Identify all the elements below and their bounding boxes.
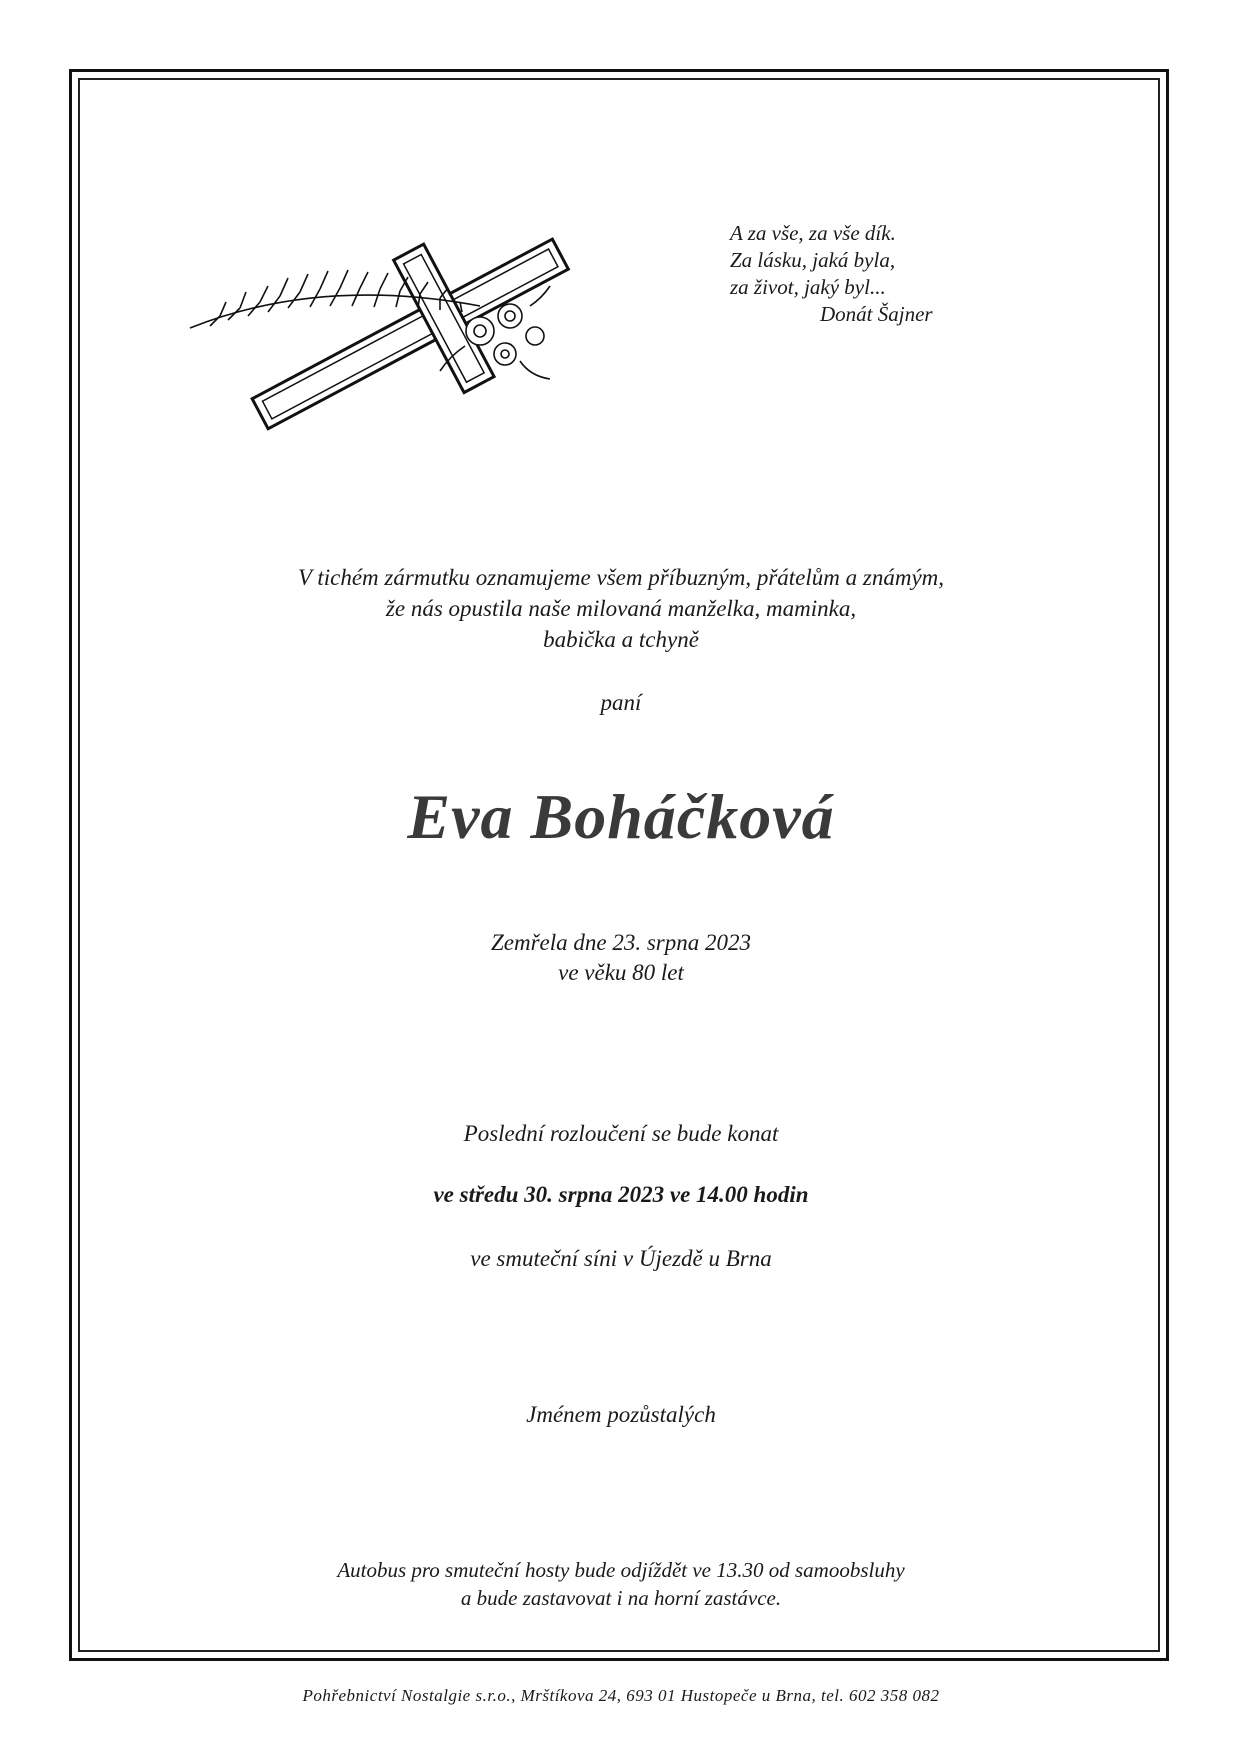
death-date: Zemřela dne 23. srpna 2023	[490, 930, 752, 955]
announcement-text	[90, 562, 1152, 655]
farewell-place: ve smuteční síni v Újezdě u Brna	[470, 1246, 772, 1271]
motto-quote	[730, 220, 1030, 328]
bus-line: a bude zastavovat i na horní zastávce.	[460, 1586, 782, 1610]
bus-line: Autobus pro smuteční hosty bude odjíždět ve 13.30 od samoobsluhy	[337, 1558, 905, 1582]
announcement-line: babička a tchyně	[543, 627, 699, 652]
signature: Jménem pozůstalých	[526, 1402, 716, 1427]
cross-with-palm-branch-and-flowers-icon	[180, 236, 630, 436]
announcement-line: V tichém zármutku oznamujeme všem příbuzným, přátelům a známým,	[297, 565, 945, 590]
farewell-intro: Poslední rozloučení se bude konat	[463, 1121, 779, 1146]
bus-info	[90, 1556, 1152, 1612]
funeral-home-footer: Pohřebnictví Nostalgie s.r.o., Mrštíkova 24, 693 01 Hustopeče u Brna, tel. 602 358 082	[302, 1686, 940, 1705]
death-age: ve věku 80 let	[558, 960, 684, 985]
motto-line: Za lásku, jaká byla,	[730, 248, 896, 272]
motto-line: A za vše, za vše dík.	[730, 221, 896, 245]
deceased-name: Eva Boháčková	[407, 781, 835, 852]
honorific: paní	[600, 690, 642, 715]
announcement-line: že nás opustila naše milovaná manželka, maminka,	[385, 596, 857, 621]
death-info	[90, 928, 1152, 988]
motto-author: Donát Šajner	[820, 302, 933, 326]
farewell-date: ve středu 30. srpna 2023 ve 14.00 hodin	[433, 1182, 809, 1207]
motto-line: za život, jaký byl...	[730, 275, 886, 299]
